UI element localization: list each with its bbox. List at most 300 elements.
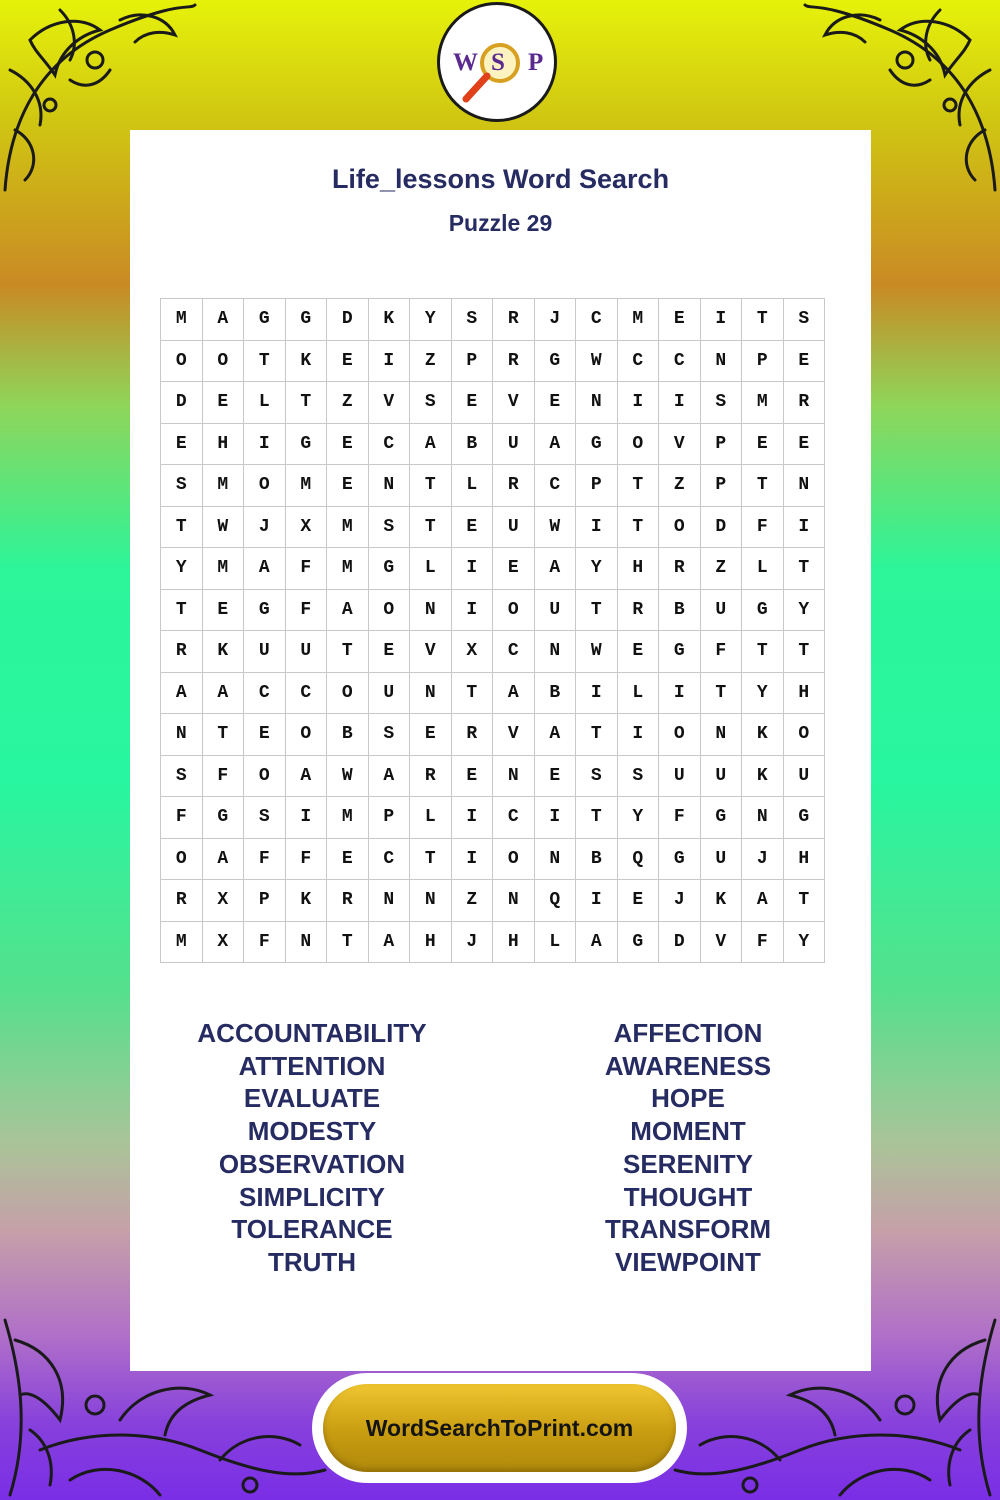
grid-cell[interactable]: G bbox=[576, 423, 618, 465]
grid-cell[interactable]: T bbox=[783, 631, 825, 673]
grid-cell[interactable]: L bbox=[244, 382, 286, 424]
grid-cell[interactable]: S bbox=[576, 755, 618, 797]
grid-cell[interactable]: Y bbox=[783, 921, 825, 963]
grid-cell[interactable]: S bbox=[617, 755, 659, 797]
logo-letter-p: P bbox=[528, 49, 544, 76]
grid-row bbox=[161, 465, 825, 507]
grid-cell[interactable]: V bbox=[368, 382, 410, 424]
grid-cell[interactable]: A bbox=[368, 755, 410, 797]
grid-cell[interactable]: T bbox=[576, 589, 618, 631]
grid-cell[interactable]: Z bbox=[700, 548, 742, 590]
grid-cell[interactable]: O bbox=[493, 838, 535, 880]
grid-cell[interactable]: Z bbox=[410, 340, 452, 382]
grid-cell[interactable]: J bbox=[534, 299, 576, 341]
grid-cell[interactable]: I bbox=[576, 506, 618, 548]
grid-cell[interactable]: T bbox=[161, 506, 203, 548]
grid-cell[interactable]: G bbox=[202, 797, 244, 839]
grid-cell[interactable]: G bbox=[534, 340, 576, 382]
site-logo[interactable] bbox=[437, 2, 557, 122]
grid-cell[interactable]: K bbox=[202, 631, 244, 673]
grid-cell[interactable]: W bbox=[534, 506, 576, 548]
logo-letter-w: W bbox=[453, 49, 478, 76]
grid-cell[interactable]: M bbox=[202, 465, 244, 507]
grid-cell[interactable]: S bbox=[161, 465, 203, 507]
grid-cell[interactable]: K bbox=[742, 755, 784, 797]
grid-cell[interactable]: T bbox=[700, 672, 742, 714]
grid-cell[interactable]: O bbox=[659, 506, 701, 548]
grid-cell[interactable]: O bbox=[493, 589, 535, 631]
grid-cell[interactable]: V bbox=[700, 921, 742, 963]
grid-cell[interactable]: Y bbox=[617, 797, 659, 839]
grid-cell[interactable]: I bbox=[576, 672, 618, 714]
grid-cell[interactable]: V bbox=[659, 423, 701, 465]
grid-cell[interactable]: R bbox=[659, 548, 701, 590]
grid-cell[interactable]: M bbox=[742, 382, 784, 424]
grid-cell[interactable]: H bbox=[410, 921, 452, 963]
grid-cell[interactable]: T bbox=[327, 631, 369, 673]
grid-cell[interactable]: G bbox=[244, 299, 286, 341]
grid-cell[interactable]: E bbox=[410, 714, 452, 756]
grid-cell[interactable]: G bbox=[244, 589, 286, 631]
grid-cell[interactable]: C bbox=[534, 465, 576, 507]
grid-row bbox=[161, 714, 825, 756]
grid-cell[interactable]: C bbox=[244, 672, 286, 714]
grid-cell[interactable]: B bbox=[327, 714, 369, 756]
grid-cell[interactable]: I bbox=[368, 340, 410, 382]
grid-cell[interactable]: T bbox=[327, 921, 369, 963]
word-item: THOUGHT bbox=[623, 1181, 753, 1212]
footer-site-text: WordSearchToPrint.com bbox=[365, 1414, 634, 1441]
grid-cell[interactable]: K bbox=[285, 340, 327, 382]
grid-cell[interactable]: P bbox=[451, 340, 493, 382]
word-item: SIMPLICITY bbox=[239, 1181, 385, 1212]
grid-cell[interactable]: A bbox=[742, 880, 784, 922]
grid-cell[interactable]: Q bbox=[534, 880, 576, 922]
grid-cell[interactable]: N bbox=[700, 340, 742, 382]
grid-cell[interactable]: T bbox=[617, 506, 659, 548]
grid-row bbox=[161, 548, 825, 590]
grid-cell[interactable]: N bbox=[410, 672, 452, 714]
logo-letter-s: S bbox=[491, 49, 505, 76]
grid-cell[interactable]: X bbox=[285, 506, 327, 548]
grid-cell[interactable]: P bbox=[368, 797, 410, 839]
grid-cell[interactable]: C bbox=[285, 672, 327, 714]
grid-cell[interactable]: K bbox=[742, 714, 784, 756]
grid-cell[interactable]: S bbox=[161, 755, 203, 797]
grid-cell[interactable]: J bbox=[659, 880, 701, 922]
grid-cell[interactable]: V bbox=[493, 382, 535, 424]
grid-cell[interactable]: R bbox=[161, 880, 203, 922]
grid-cell[interactable]: F bbox=[202, 755, 244, 797]
grid-cell[interactable]: F bbox=[244, 921, 286, 963]
grid-cell[interactable]: N bbox=[576, 382, 618, 424]
grid-cell[interactable]: F bbox=[700, 631, 742, 673]
grid-cell[interactable]: A bbox=[327, 589, 369, 631]
grid-cell[interactable]: T bbox=[783, 548, 825, 590]
grid-cell[interactable]: Y bbox=[576, 548, 618, 590]
grid-cell[interactable]: I bbox=[285, 797, 327, 839]
grid-cell[interactable]: G bbox=[285, 299, 327, 341]
word-item: MOMENT bbox=[630, 1116, 746, 1147]
grid-cell[interactable]: N bbox=[410, 880, 452, 922]
grid-cell[interactable]: E bbox=[493, 548, 535, 590]
grid-row bbox=[161, 506, 825, 548]
grid-row bbox=[161, 921, 825, 963]
grid-row bbox=[161, 382, 825, 424]
footer-link-button[interactable] bbox=[323, 1384, 676, 1472]
grid-cell[interactable]: A bbox=[202, 672, 244, 714]
grid-cell[interactable]: F bbox=[659, 797, 701, 839]
grid-cell[interactable]: T bbox=[783, 880, 825, 922]
grid-cell[interactable]: A bbox=[202, 838, 244, 880]
grid-cell[interactable]: M bbox=[617, 299, 659, 341]
grid-cell[interactable]: I bbox=[659, 672, 701, 714]
grid-cell[interactable]: E bbox=[202, 589, 244, 631]
grid-cell[interactable]: U bbox=[244, 631, 286, 673]
grid-cell[interactable]: B bbox=[451, 423, 493, 465]
grid-cell[interactable]: F bbox=[244, 838, 286, 880]
grid-cell[interactable]: K bbox=[285, 880, 327, 922]
grid-cell[interactable]: G bbox=[285, 423, 327, 465]
grid-cell[interactable]: P bbox=[742, 340, 784, 382]
grid-cell[interactable]: N bbox=[783, 465, 825, 507]
grid-cell[interactable]: U bbox=[700, 838, 742, 880]
grid-cell[interactable]: N bbox=[285, 921, 327, 963]
grid-cell[interactable]: A bbox=[576, 921, 618, 963]
grid-row bbox=[161, 797, 825, 839]
grid-cell[interactable]: Y bbox=[410, 299, 452, 341]
grid-cell[interactable]: X bbox=[451, 631, 493, 673]
grid-cell[interactable]: F bbox=[742, 921, 784, 963]
grid-cell[interactable]: R bbox=[493, 465, 535, 507]
grid-cell[interactable]: E bbox=[327, 340, 369, 382]
grid-cell[interactable]: P bbox=[576, 465, 618, 507]
grid-cell[interactable]: J bbox=[742, 838, 784, 880]
grid-cell[interactable]: O bbox=[368, 589, 410, 631]
grid-cell[interactable]: O bbox=[244, 465, 286, 507]
grid-cell[interactable]: M bbox=[202, 548, 244, 590]
grid-cell[interactable]: L bbox=[742, 548, 784, 590]
grid-cell[interactable]: S bbox=[244, 797, 286, 839]
grid-cell[interactable]: G bbox=[659, 631, 701, 673]
grid-cell[interactable]: E bbox=[327, 838, 369, 880]
grid-cell[interactable]: I bbox=[244, 423, 286, 465]
grid-row bbox=[161, 340, 825, 382]
word-item: TOLERANCE bbox=[231, 1214, 393, 1245]
grid-cell[interactable]: O bbox=[244, 755, 286, 797]
grid-cell[interactable]: T bbox=[202, 714, 244, 756]
grid-cell[interactable]: K bbox=[700, 880, 742, 922]
grid-cell[interactable]: E bbox=[451, 382, 493, 424]
grid-cell[interactable]: D bbox=[659, 921, 701, 963]
grid-cell[interactable]: A bbox=[410, 423, 452, 465]
grid-cell[interactable]: Y bbox=[742, 672, 784, 714]
grid-cell[interactable]: T bbox=[410, 838, 452, 880]
word-item: OBSERVATION bbox=[218, 1148, 406, 1179]
grid-cell[interactable]: G bbox=[659, 838, 701, 880]
grid-cell[interactable]: A bbox=[244, 548, 286, 590]
grid-cell[interactable]: B bbox=[659, 589, 701, 631]
grid-cell[interactable]: R bbox=[451, 714, 493, 756]
grid-cell[interactable]: E bbox=[244, 714, 286, 756]
grid-cell[interactable]: O bbox=[161, 838, 203, 880]
word-item: EVALUATE bbox=[243, 1083, 381, 1114]
grid-cell[interactable]: I bbox=[451, 797, 493, 839]
grid-cell[interactable]: N bbox=[493, 880, 535, 922]
grid-cell[interactable]: L bbox=[617, 672, 659, 714]
grid-cell[interactable]: V bbox=[410, 631, 452, 673]
grid-cell[interactable]: Z bbox=[451, 880, 493, 922]
grid-cell[interactable]: C bbox=[493, 631, 535, 673]
grid-cell[interactable]: O bbox=[783, 714, 825, 756]
grid-cell[interactable]: F bbox=[285, 838, 327, 880]
grid-cell[interactable]: G bbox=[368, 548, 410, 590]
word-item: MODESTY bbox=[247, 1116, 377, 1147]
grid-cell[interactable]: E bbox=[617, 880, 659, 922]
grid-cell[interactable]: U bbox=[493, 423, 535, 465]
grid-cell[interactable]: M bbox=[161, 921, 203, 963]
grid-cell[interactable]: Q bbox=[617, 838, 659, 880]
grid-cell[interactable]: S bbox=[451, 299, 493, 341]
grid-cell[interactable]: I bbox=[451, 838, 493, 880]
grid-cell[interactable]: X bbox=[202, 880, 244, 922]
grid-cell[interactable]: C bbox=[368, 423, 410, 465]
grid-cell[interactable]: R bbox=[617, 589, 659, 631]
grid-cell[interactable]: T bbox=[576, 714, 618, 756]
grid-cell[interactable]: R bbox=[783, 382, 825, 424]
grid-cell[interactable]: E bbox=[327, 465, 369, 507]
grid-cell[interactable]: K bbox=[368, 299, 410, 341]
grid-cell[interactable]: S bbox=[700, 382, 742, 424]
grid-cell[interactable]: M bbox=[327, 548, 369, 590]
word-item: AFFECTION bbox=[613, 1018, 763, 1048]
grid-cell[interactable]: E bbox=[617, 631, 659, 673]
puzzle-card bbox=[130, 130, 871, 1371]
grid-cell[interactable]: Z bbox=[659, 465, 701, 507]
grid-cell[interactable]: T bbox=[161, 589, 203, 631]
grid-cell[interactable]: O bbox=[202, 340, 244, 382]
grid-cell[interactable]: X bbox=[202, 921, 244, 963]
grid-cell[interactable]: T bbox=[410, 506, 452, 548]
grid-cell[interactable]: M bbox=[327, 506, 369, 548]
grid-cell[interactable]: E bbox=[202, 382, 244, 424]
grid-cell[interactable]: A bbox=[493, 672, 535, 714]
grid-cell[interactable]: T bbox=[576, 797, 618, 839]
grid-cell[interactable]: N bbox=[493, 755, 535, 797]
grid-cell[interactable]: G bbox=[617, 921, 659, 963]
word-item: SERENITY bbox=[622, 1148, 754, 1179]
puzzle-number: Puzzle 29 bbox=[448, 210, 553, 236]
grid-cell[interactable]: D bbox=[327, 299, 369, 341]
grid-cell[interactable]: A bbox=[285, 755, 327, 797]
grid-cell[interactable]: L bbox=[534, 921, 576, 963]
word-list-right bbox=[503, 1017, 873, 1279]
grid-cell[interactable]: G bbox=[742, 589, 784, 631]
grid-cell[interactable]: O bbox=[659, 714, 701, 756]
grid-cell[interactable]: N bbox=[700, 714, 742, 756]
grid-cell[interactable]: I bbox=[451, 589, 493, 631]
grid-cell[interactable]: Y bbox=[783, 589, 825, 631]
footer-badge bbox=[312, 1373, 687, 1483]
grid-row bbox=[161, 838, 825, 880]
grid-cell[interactable]: C bbox=[493, 797, 535, 839]
grid-cell[interactable]: T bbox=[451, 672, 493, 714]
grid-cell[interactable]: I bbox=[576, 880, 618, 922]
grid-cell[interactable]: E bbox=[451, 755, 493, 797]
grid-cell[interactable]: N bbox=[161, 714, 203, 756]
grid-cell[interactable]: I bbox=[700, 299, 742, 341]
word-item: TRUTH bbox=[267, 1246, 357, 1277]
grid-cell[interactable]: A bbox=[534, 423, 576, 465]
grid-row bbox=[161, 880, 825, 922]
grid-cell[interactable]: C bbox=[617, 340, 659, 382]
grid-cell[interactable]: A bbox=[534, 714, 576, 756]
grid-cell[interactable]: S bbox=[368, 714, 410, 756]
grid-cell[interactable]: E bbox=[534, 755, 576, 797]
grid-cell[interactable]: H bbox=[617, 548, 659, 590]
grid-cell[interactable]: P bbox=[700, 465, 742, 507]
grid-cell[interactable]: Y bbox=[161, 548, 203, 590]
grid-cell[interactable]: W bbox=[576, 631, 618, 673]
grid-cell[interactable]: E bbox=[534, 382, 576, 424]
grid-cell[interactable]: E bbox=[783, 423, 825, 465]
grid-cell[interactable]: W bbox=[202, 506, 244, 548]
grid-cell[interactable]: T bbox=[617, 465, 659, 507]
grid-cell[interactable]: A bbox=[161, 672, 203, 714]
grid-cell[interactable]: M bbox=[327, 797, 369, 839]
grid-cell[interactable]: H bbox=[493, 921, 535, 963]
grid-cell[interactable]: I bbox=[451, 548, 493, 590]
grid-cell[interactable]: H bbox=[202, 423, 244, 465]
grid-cell[interactable]: T bbox=[244, 340, 286, 382]
word-item: VIEWPOINT bbox=[615, 1246, 761, 1277]
grid-cell[interactable]: B bbox=[576, 838, 618, 880]
grid-cell[interactable]: T bbox=[742, 299, 784, 341]
grid-cell[interactable]: D bbox=[161, 382, 203, 424]
grid-cell[interactable]: S bbox=[368, 506, 410, 548]
grid-cell[interactable]: E bbox=[327, 423, 369, 465]
grid-cell[interactable]: P bbox=[244, 880, 286, 922]
grid-cell[interactable]: W bbox=[576, 340, 618, 382]
grid-cell[interactable]: I bbox=[783, 506, 825, 548]
grid-cell[interactable]: Z bbox=[327, 382, 369, 424]
word-item: TRANSFORM bbox=[604, 1214, 772, 1245]
grid-cell[interactable]: S bbox=[410, 382, 452, 424]
grid-cell[interactable]: J bbox=[451, 921, 493, 963]
grid-cell[interactable]: T bbox=[742, 631, 784, 673]
grid-cell[interactable]: C bbox=[576, 299, 618, 341]
grid-cell[interactable]: I bbox=[617, 714, 659, 756]
grid-cell[interactable]: I bbox=[617, 382, 659, 424]
word-item: HOPE bbox=[651, 1083, 725, 1114]
word-item: AWARENESS bbox=[604, 1050, 772, 1081]
grid-cell[interactable]: M bbox=[285, 465, 327, 507]
grid-cell[interactable]: U bbox=[534, 589, 576, 631]
grid-cell[interactable]: R bbox=[161, 631, 203, 673]
grid-cell[interactable]: T bbox=[410, 465, 452, 507]
grid-cell[interactable]: O bbox=[285, 714, 327, 756]
grid-cell[interactable]: N bbox=[368, 465, 410, 507]
grid-cell[interactable]: U bbox=[659, 755, 701, 797]
grid-cell[interactable]: O bbox=[617, 423, 659, 465]
grid-cell[interactable]: A bbox=[534, 548, 576, 590]
grid-cell[interactable]: R bbox=[410, 755, 452, 797]
word-item: ATTENTION bbox=[238, 1050, 386, 1081]
grid-row bbox=[161, 589, 825, 631]
grid-cell[interactable]: H bbox=[783, 672, 825, 714]
grid-cell[interactable]: F bbox=[742, 506, 784, 548]
grid-cell[interactable]: P bbox=[700, 423, 742, 465]
grid-cell[interactable]: B bbox=[534, 672, 576, 714]
grid-cell[interactable]: G bbox=[700, 797, 742, 839]
grid-cell[interactable]: V bbox=[493, 714, 535, 756]
grid-cell[interactable]: E bbox=[368, 631, 410, 673]
grid-cell[interactable]: C bbox=[368, 838, 410, 880]
grid-cell[interactable]: E bbox=[742, 423, 784, 465]
grid-cell[interactable]: F bbox=[285, 548, 327, 590]
grid-cell[interactable]: G bbox=[783, 797, 825, 839]
grid-cell[interactable]: S bbox=[783, 299, 825, 341]
grid-cell[interactable]: E bbox=[451, 506, 493, 548]
grid-cell[interactable]: F bbox=[285, 589, 327, 631]
grid-cell[interactable]: O bbox=[327, 672, 369, 714]
grid-cell[interactable]: W bbox=[327, 755, 369, 797]
grid-cell[interactable]: A bbox=[202, 299, 244, 341]
grid-cell[interactable]: L bbox=[451, 465, 493, 507]
grid-cell[interactable]: L bbox=[410, 548, 452, 590]
grid-cell[interactable]: M bbox=[161, 299, 203, 341]
grid-cell[interactable]: I bbox=[534, 797, 576, 839]
grid-cell[interactable]: T bbox=[742, 465, 784, 507]
grid-cell[interactable]: R bbox=[327, 880, 369, 922]
grid-row bbox=[161, 299, 825, 341]
grid-cell[interactable]: E bbox=[659, 299, 701, 341]
grid-cell[interactable]: E bbox=[161, 423, 203, 465]
grid-cell[interactable]: H bbox=[783, 838, 825, 880]
grid-cell[interactable]: U bbox=[493, 506, 535, 548]
grid-cell[interactable]: U bbox=[783, 755, 825, 797]
grid-cell[interactable]: R bbox=[493, 340, 535, 382]
grid-cell[interactable]: U bbox=[700, 755, 742, 797]
grid-row bbox=[161, 423, 825, 465]
grid-cell[interactable]: E bbox=[783, 340, 825, 382]
grid-row bbox=[161, 672, 825, 714]
grid-cell[interactable]: J bbox=[244, 506, 286, 548]
grid-cell[interactable]: N bbox=[368, 880, 410, 922]
grid-cell[interactable]: C bbox=[659, 340, 701, 382]
grid-cell[interactable]: F bbox=[161, 797, 203, 839]
grid-cell[interactable]: N bbox=[534, 631, 576, 673]
grid-cell[interactable]: N bbox=[534, 838, 576, 880]
grid-cell[interactable]: R bbox=[493, 299, 535, 341]
grid-cell[interactable]: O bbox=[161, 340, 203, 382]
grid-row bbox=[161, 755, 825, 797]
grid-cell[interactable]: T bbox=[285, 382, 327, 424]
grid-cell[interactable]: I bbox=[659, 382, 701, 424]
word-item: ACCOUNTABILITY bbox=[197, 1018, 427, 1048]
grid-row bbox=[161, 631, 825, 673]
grid-cell[interactable]: U bbox=[700, 589, 742, 631]
letter-grid bbox=[160, 298, 825, 963]
grid-cell[interactable]: U bbox=[368, 672, 410, 714]
grid-cell[interactable]: L bbox=[410, 797, 452, 839]
grid-cell[interactable]: A bbox=[368, 921, 410, 963]
page-title: Life_lessons Word Search bbox=[331, 164, 670, 194]
grid-cell[interactable]: N bbox=[742, 797, 784, 839]
grid-cell[interactable]: D bbox=[700, 506, 742, 548]
grid-cell[interactable]: N bbox=[410, 589, 452, 631]
grid-cell[interactable]: U bbox=[285, 631, 327, 673]
